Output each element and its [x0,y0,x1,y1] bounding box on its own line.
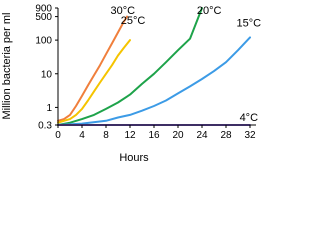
series-line-0 [58,17,127,121]
series-label-2: 20°C [196,5,222,17]
y-tick-label-3: 100 [35,35,52,47]
y-tick-label-4: 500 [35,12,52,24]
x-tick-label-5: 20 [172,130,184,141]
y-tick-label-1: 1 [46,102,52,114]
y-tick-label-5: 900 [35,3,52,15]
y-axis-title-group [1,13,13,120]
x-tick-label-3: 12 [124,130,136,141]
x-tick-label-1: 4 [79,130,85,141]
series-labels-layer [111,5,262,124]
x-tick-label-2: 8 [103,130,109,141]
series-label-3: 15°C [236,17,262,30]
y-tick-label-0: 0.3 [38,120,52,132]
x-tick-label-8: 32 [244,130,256,141]
series-label-0: 30°C [110,5,136,17]
x-axis-title: Hours [119,152,149,164]
x-tick-label-0: 0 [55,130,61,141]
axes-layer [58,8,256,125]
x-tick-label-6: 24 [196,130,208,141]
x-tick-label-7: 28 [220,130,232,141]
series-line-1 [58,40,130,123]
series-layer [58,8,250,125]
series-label-4: 4°C [239,111,259,124]
series-label-1: 25°C [120,15,146,28]
series-line-3 [58,37,250,125]
x-tick-label-4: 16 [148,130,160,141]
y-tick-label-2: 10 [40,69,52,81]
y-axis-title: Million bacteria per ml [1,12,13,120]
